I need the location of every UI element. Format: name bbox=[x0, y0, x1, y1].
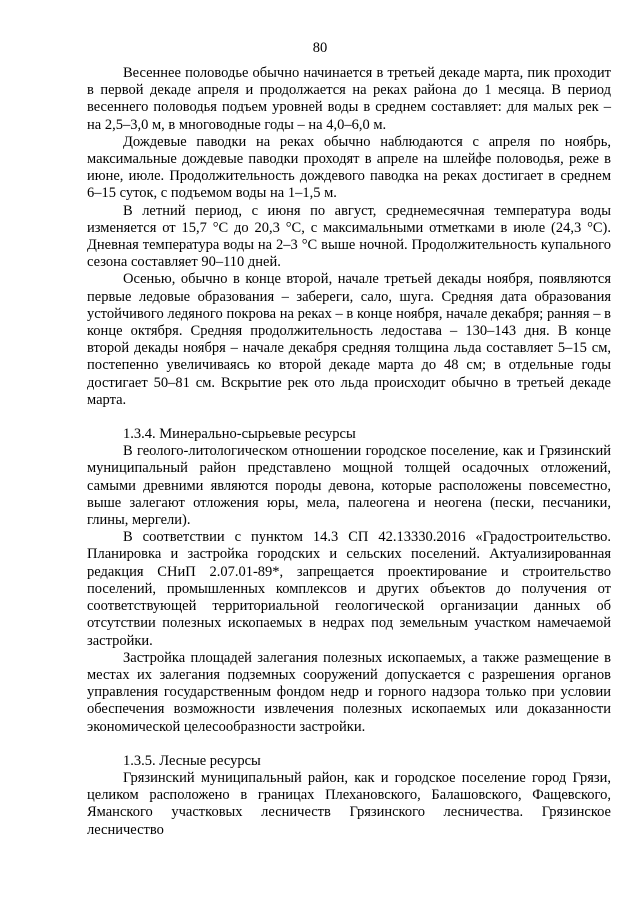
section-heading-mineral-resources: 1.3.4. Минерально-сырьевые ресурсы bbox=[123, 426, 356, 443]
paragraph-construction-permits: Застройка площадей залегания полезных ископаемых, а также размещение в местах их залегания подземных сооружений допускается с разрешения органов управления государственным фондом недр и горного надзора только при условии обеспечения возможности извлечения полезных ископаемых или доказанности экономической целесообразности застройки. bbox=[87, 649, 611, 735]
document-body bbox=[87, 65, 611, 839]
paragraph-spring-flood: Весеннее половодье обычно начинается в третьей декаде марта, пик проходит в первой декаде апреля и продолжается на реках района до 1 месяца. В период весеннего половодья подъем уровней воды в среднем составляет: для малых рек – на 2,5–3,0 м, в многоводные годы – на 4,0–6,0 м. bbox=[87, 65, 611, 133]
page-number: 80 bbox=[312, 40, 328, 56]
paragraph-forestry: Грязинский муниципальный район, как и городское поселение город Грязи, целиком расположено в границах Плехановского, Балашовского, Фащевского, Яманского участковых лесничеств Грязинского лесничества. Грязинское лесничество bbox=[87, 769, 611, 838]
paragraph-autumn-ice: Осенью, обычно в конце второй, начале третьей декады ноября, появляются первые ледовые образования – забереги, сало, шуга. Средняя дата образования устойчивого ледяного покрова на реках – в конце ноября, начале декабря; ранняя – в конце октября. Средняя продолжительность ледостава – 130–143 дня. В конце второй декады ноября – начале декабря средняя толщина льда составляет 5–15 см, постепенно увеличиваясь ко второй декаде марта до 48 см; в отдельные годы достигает 50–81 см. Вскрытие рек ото льда происходит обычно в третьей декаде марта. bbox=[87, 271, 611, 408]
paragraph-summer-temperature: В летний период, с июня по август, среднемесячная температура воды изменяется от 15,7 °С до 20,3 °С, с максимальными отметками в июле (24,3 °С). Дневная температура воды на 2–3 °С выше ночной. Продолжительность купального сезона составляет 90–110 дней. bbox=[87, 202, 611, 271]
paragraph-rain-floods: Дождевые паводки на реках обычно наблюдаются с апреля по ноябрь, максимальные дождевые паводки проходят в апреле на шлейфе половодья, реже в июне, июле. Продолжительность дождевого паводка на реках достигает в среднем 6–15 суток, с подъемом воды на 1–1,5 м. bbox=[87, 133, 611, 202]
section-heading-forest-resources: 1.3.5. Лесные ресурсы bbox=[123, 752, 261, 769]
paragraph-geology: В геолого-литологическом отношении городское поселение, как и Грязинский муниципальный район представлено мощной толщей осадочных отложений, самыми древними являются породы девона, которые расположены повсеместно, выше залегают отложения юры, мела, палеогена и неогена (пески, песчаники, глины, мергели). bbox=[87, 443, 611, 529]
paragraph-regulations: В соответствии с пунктом 14.3 СП 42.13330.2016 «Градостроительство. Планировка и застройка городских и сельских поселений. Актуализированная редакция СНиП 2.07.01-89*, запрещается проектирование и строительство поселений, промышленных комплексов и других объектов до получения от соответствующей территориальной геологической организации данных об отсутствии полезных ископаемых в недрах под земельным участком намечаемой застройки. bbox=[87, 529, 611, 649]
